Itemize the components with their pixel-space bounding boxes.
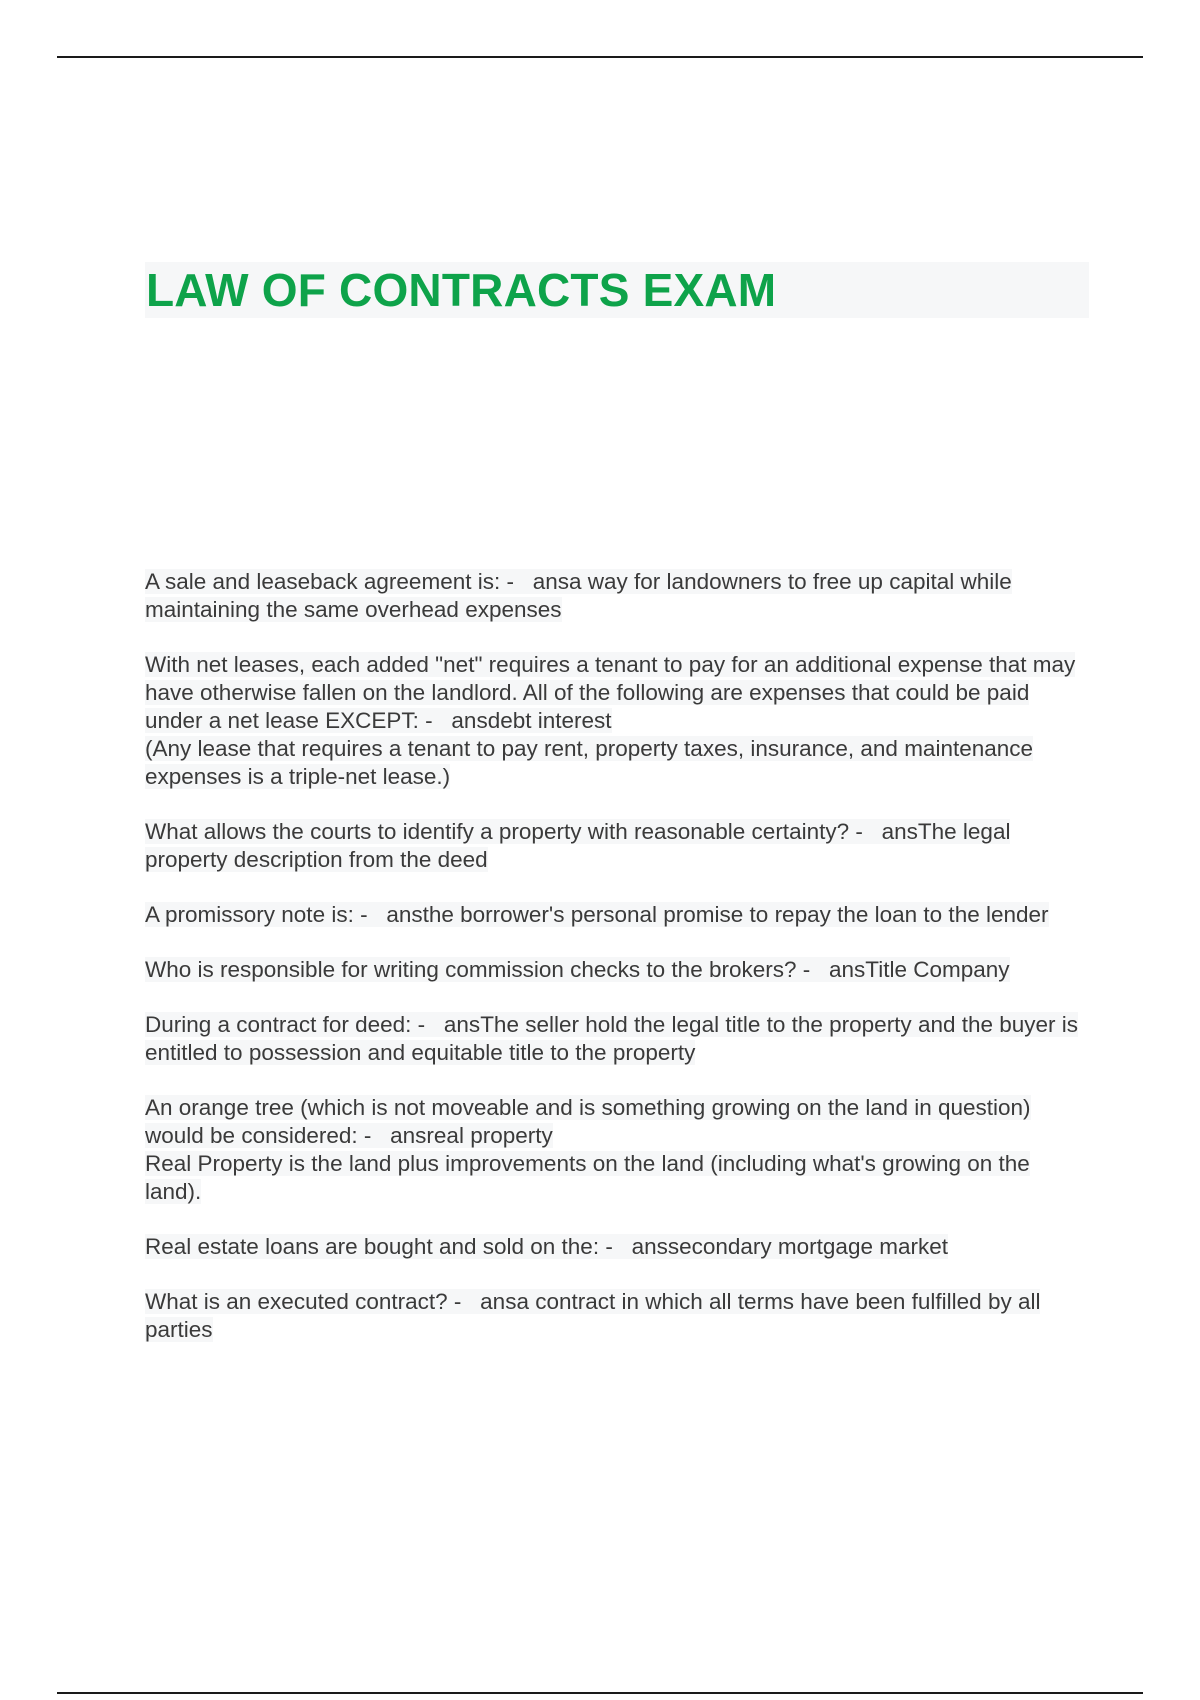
qa-item [145,901,1089,929]
answer-note-text: Real Property is the land plus improvements on the land (including what's growing on the land). [145,1151,1030,1204]
answer-text: the borrower's personal promise to repay the loan to the lender [422,902,1049,927]
top-rule [57,56,1143,58]
qa-text [145,1288,1089,1344]
answer-text: The seller hold the legal title to the property and the buyer is entitled to possession and equitable title to the property [145,1012,1079,1065]
answer-text: Title Company [865,957,1010,982]
qa-item [145,1094,1089,1206]
question-text: During a contract for deed: [145,1012,412,1037]
answer-separator: - ans [353,902,423,927]
qa-text [145,1094,1089,1150]
answer-separator: - ans [357,1123,427,1148]
bottom-rule [57,1692,1143,1694]
answer-separator: - ans [599,1234,668,1259]
answer-separator: - ans [796,957,866,982]
qa-item [145,1288,1089,1344]
answer-separator: - ans [447,1289,517,1314]
answer-text: real property [426,1123,553,1148]
question-text: Who is responsible for writing commission checks to the brokers? [145,957,797,982]
answer-separator: - ans [500,569,570,594]
question-text: An orange tree (which is not moveable and is something growing on the land in question) would be considered: [145,1095,1031,1148]
answer-note-text: (Any lease that requires a tenant to pay rent, property taxes, insurance, and maintenance expenses is a triple-net lease.) [145,736,1034,789]
qa-text [145,818,1089,874]
qa-item [145,818,1089,874]
answer-separator: - ans [411,1012,481,1037]
answer-text: secondary mortgage market [667,1234,948,1259]
question-text: With net leases, each added "net" requires a tenant to pay for an additional expense that may have otherwise fallen on the landlord. All of the following are expenses that could be paid under a net lease EXCEPT: [145,652,1076,733]
qa-item [145,1011,1089,1067]
qa-item [145,651,1089,791]
answer-text: a way for landowners to free up capital while maintaining the same overhead expenses [145,569,1012,622]
qa-text [145,956,1089,984]
question-text: A sale and leaseback agreement is: [145,569,501,594]
answer-note [145,1150,1089,1206]
document-title: LAW OF CONTRACTS EXAM [146,264,777,316]
qa-item [145,956,1089,984]
qa-text [145,1233,1089,1261]
answer-note [145,735,1089,791]
question-text: A promissory note is: [145,902,354,927]
answer-text: a contract in which all terms have been fulfilled by all parties [145,1289,1041,1342]
qa-text [145,901,1089,929]
question-text: What allows the courts to identify a property with reasonable certainty? [145,819,850,844]
question-text: What is an executed contract? [145,1289,448,1314]
question-text: Real estate loans are bought and sold on the: [145,1234,600,1259]
question-answer-list [145,568,1089,1371]
qa-text [145,1011,1089,1067]
answer-text: The legal property description from the deed [145,819,1011,872]
qa-item [145,568,1089,624]
answer-separator: - ans [849,819,918,844]
answer-text: debt interest [487,708,612,733]
qa-text [145,651,1089,735]
qa-item [145,1233,1089,1261]
answer-separator: - ans [418,708,488,733]
qa-text [145,568,1089,624]
